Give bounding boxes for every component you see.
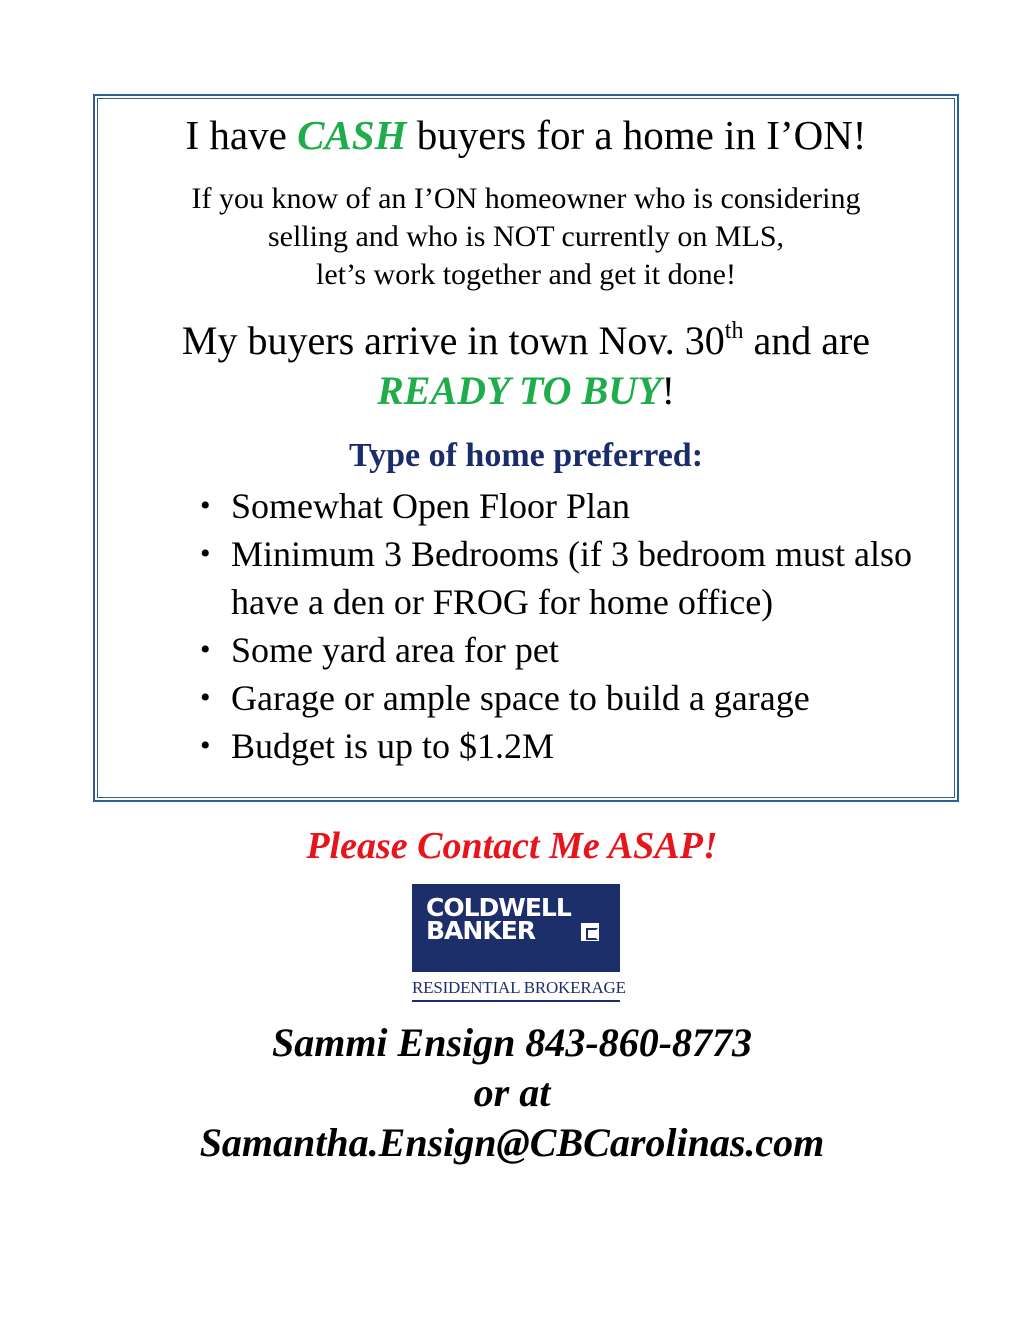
bullet-icon: •	[200, 489, 211, 522]
intro-line-2: selling and who is NOT currently on MLS,	[267, 220, 785, 253]
logo-underline	[412, 1000, 620, 1002]
bullet-icon: •	[200, 681, 211, 714]
logo-word-coldwell: COLDWELL	[426, 893, 571, 922]
headline-highlight: CASH	[297, 112, 407, 158]
contact-or-at: or at	[473, 1070, 551, 1115]
arrival-prefix: My buyers arrive in town Nov. 30	[181, 318, 725, 363]
contact-signature	[0, 1018, 1024, 1168]
arrival-superscript: th	[724, 318, 744, 344]
preferences-title: Type of home preferred:	[348, 437, 704, 474]
arrival-line-1	[100, 316, 952, 366]
preference-label: Garage or ample space to build a garage	[231, 678, 810, 718]
logo-word-banker: BANKER	[426, 916, 536, 945]
contact-email[interactable]: Samantha.Ensign@CBCarolinas.com	[199, 1120, 825, 1165]
preference-item	[200, 482, 940, 530]
arrival-line-2	[100, 366, 952, 416]
preference-item	[200, 626, 940, 674]
logo-box	[412, 884, 620, 972]
arrival-highlight: READY TO BUY	[377, 368, 662, 413]
logo-subtitle: RESIDENTIAL BROKERAGE	[412, 978, 626, 997]
preference-item	[200, 530, 940, 626]
bullet-icon: •	[200, 537, 211, 570]
contact-name-phone: Sammi Ensign 843-860-8773	[271, 1020, 753, 1065]
bullet-icon: •	[200, 633, 211, 666]
arrival-suffix: and are	[743, 318, 871, 363]
coldwell-banker-logo	[412, 884, 626, 1002]
arrival-end: !	[661, 368, 675, 413]
logo-mark-icon	[581, 923, 599, 941]
preferences-list	[200, 482, 940, 770]
bullet-icon: •	[200, 729, 211, 762]
preference-item	[200, 674, 940, 722]
arrival-text	[100, 316, 952, 416]
headline	[100, 112, 952, 158]
preference-label: Somewhat Open Floor Plan	[231, 486, 630, 526]
preference-label: Budget is up to $1.2M	[231, 726, 555, 766]
headline-suffix: buyers for a home in I’ON!	[406, 112, 867, 158]
preference-label: Some yard area for pet	[231, 630, 559, 670]
intro-line-3: let’s work together and get it done!	[316, 258, 736, 291]
headline-prefix: I have	[185, 112, 298, 158]
preference-item	[200, 722, 940, 770]
contact-heading: Please Contact Me ASAP!	[306, 825, 718, 867]
intro-line-1: If you know of an I’ON homeowner who is considering	[191, 182, 861, 215]
preference-label: Minimum 3 Bedrooms (if 3 bedroom must also have a den or FROG for home office)	[231, 534, 912, 622]
intro-text	[100, 180, 952, 294]
